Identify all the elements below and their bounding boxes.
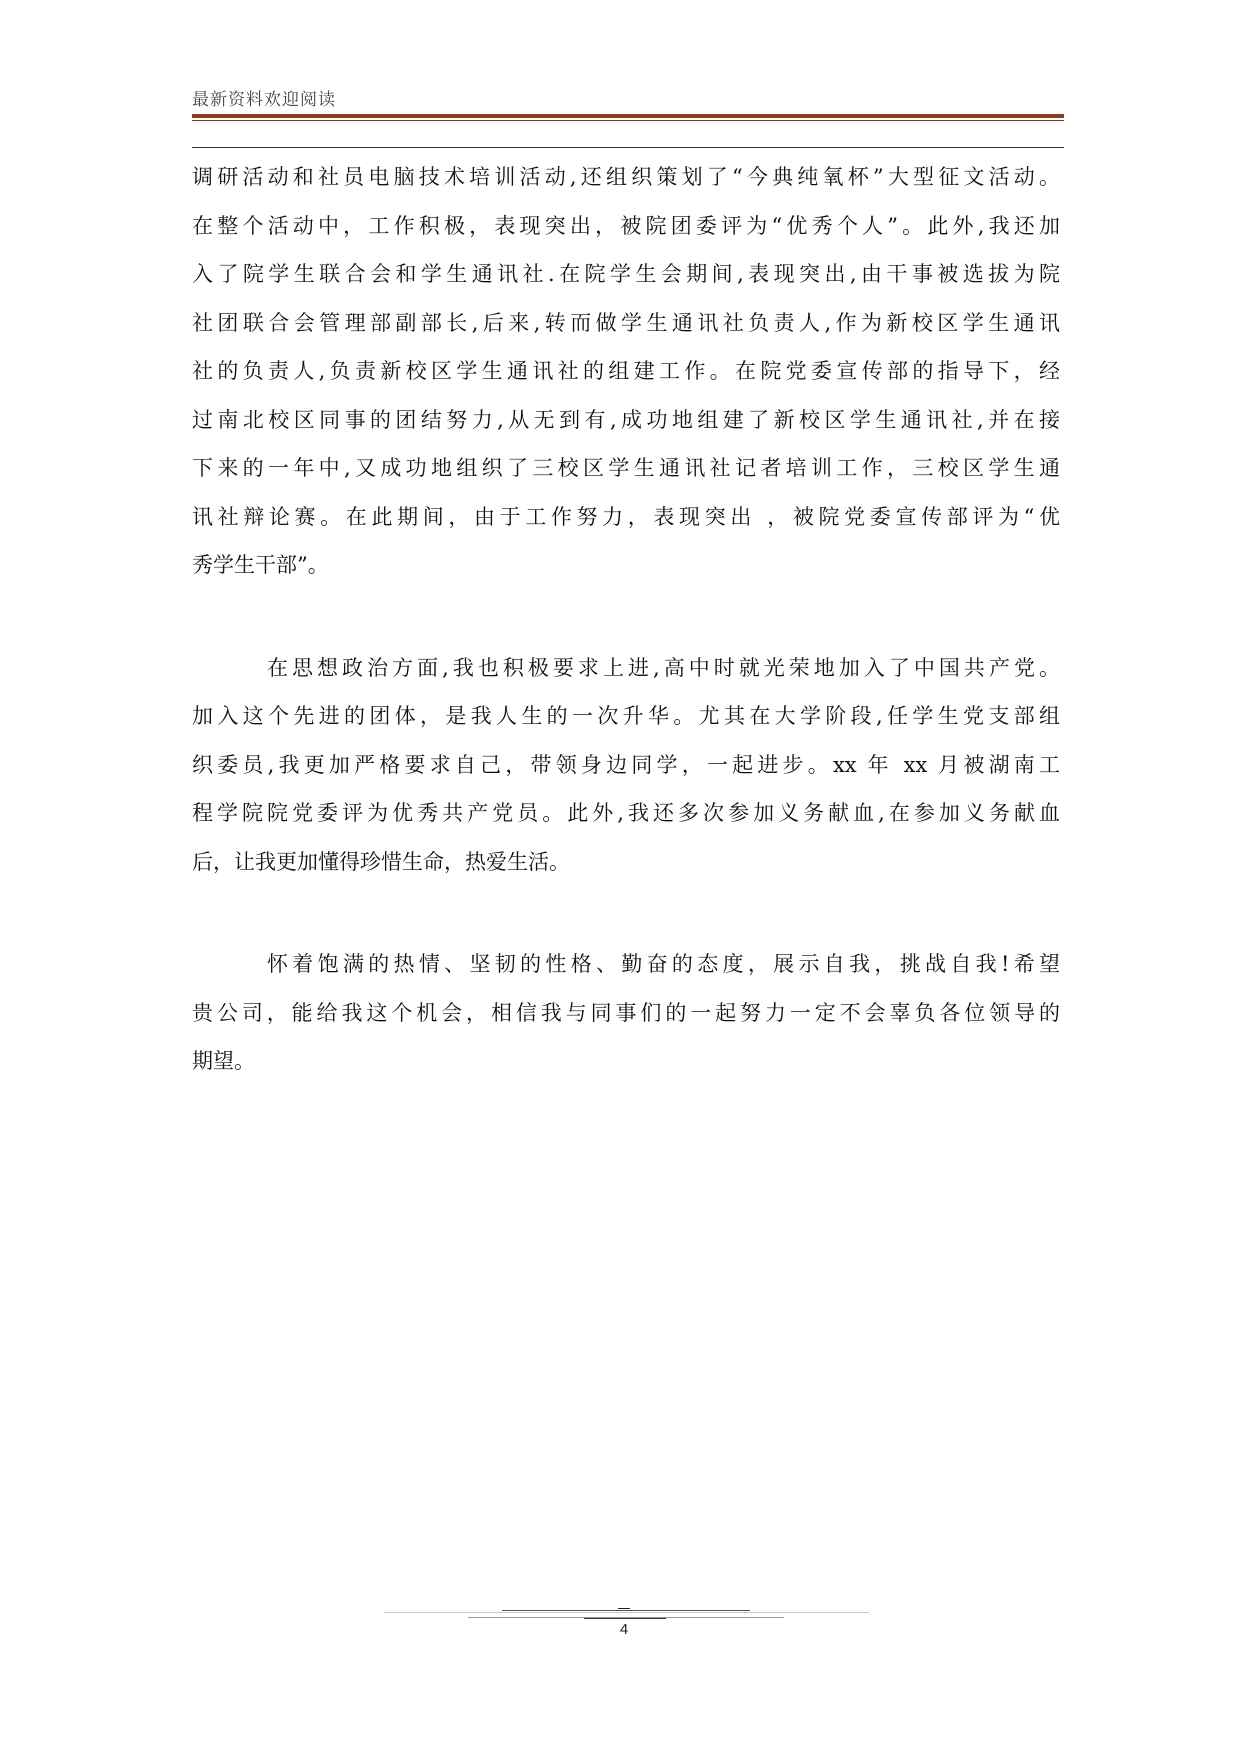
text-line: 讯社辩论赛。在此期间，由于工作努力，表现突出 ，被院党委宣传部评为“优 bbox=[192, 504, 1060, 529]
paragraph-closing bbox=[192, 940, 1060, 1086]
text-line: 社团联合会管理部副部长,后来,转而做学生通讯社负责人,作为新校区学生通讯 bbox=[192, 310, 1060, 335]
text-line: 秀学生干部”。 bbox=[192, 553, 329, 577]
header-double-rule bbox=[192, 114, 1064, 121]
text-line: 贵公司，能给我这个机会，相信我与同事们的一起努力一定不会辜负各位领导的 bbox=[192, 1000, 1060, 1025]
page-header-title: 最新资料欢迎阅读 bbox=[192, 90, 336, 110]
text-line: 期望。 bbox=[192, 1049, 255, 1073]
footer-rule bbox=[618, 1608, 630, 1609]
text-line: 在整个活动中，工作积极，表现突出，被院团委评为“优秀个人”。此外,我还加 bbox=[192, 213, 1060, 238]
text-line: 社的负责人,负责新校区学生通讯社的组建工作。在院党委宣传部的指导下，经 bbox=[192, 359, 1060, 383]
text-line: 调研活动和社员电脑技术培训活动,还组织策划了“今典纯氧杯”大型征文活动。 bbox=[192, 165, 1060, 189]
text-line: 怀着饱满的热情、坚韧的性格、勤奋的态度，展示自我，挑战自我!希望 bbox=[267, 952, 1060, 976]
footer-rule bbox=[584, 1618, 666, 1619]
footer-rule bbox=[384, 1612, 869, 1613]
header-thin-rule bbox=[192, 147, 1064, 148]
page-number: 4 bbox=[619, 1621, 629, 1638]
text-line: 在思想政治方面,我也积极要求上进,高中时就光荣地加入了中国共产党。 bbox=[267, 655, 1060, 680]
body-text bbox=[192, 153, 1060, 1086]
text-line: 入了院学生联合会和学生通讯社.在院学生会期间,表现突出,由干事被选拔为院 bbox=[192, 262, 1060, 286]
text-line: 程学院院党委评为优秀共产党员。此外,我还多次参加义务献血,在参加义务献血 bbox=[192, 801, 1060, 825]
text-line: 下来的一年中,又成功地组织了三校区学生通讯社记者培训工作，三校区学生通 bbox=[192, 456, 1060, 480]
text-line: 织委员,我更加严格要求自己，带领身边同学，一起进步。xx 年 xx 月被湖南工 bbox=[192, 752, 1060, 777]
text-line: 后，让我更加懂得珍惜生命，热爱生活。 bbox=[192, 849, 570, 874]
text-line: 过南北校区同事的团结努力,从无到有,成功地组建了新校区学生通讯社,并在接 bbox=[192, 407, 1060, 432]
text-line: 加入这个先进的团体，是我人生的一次升华。尤其在大学阶段,任学生党支部组 bbox=[192, 704, 1060, 728]
footer-rule bbox=[502, 1610, 750, 1611]
paragraph-political bbox=[192, 644, 1060, 887]
paragraph-activities bbox=[192, 153, 1060, 590]
